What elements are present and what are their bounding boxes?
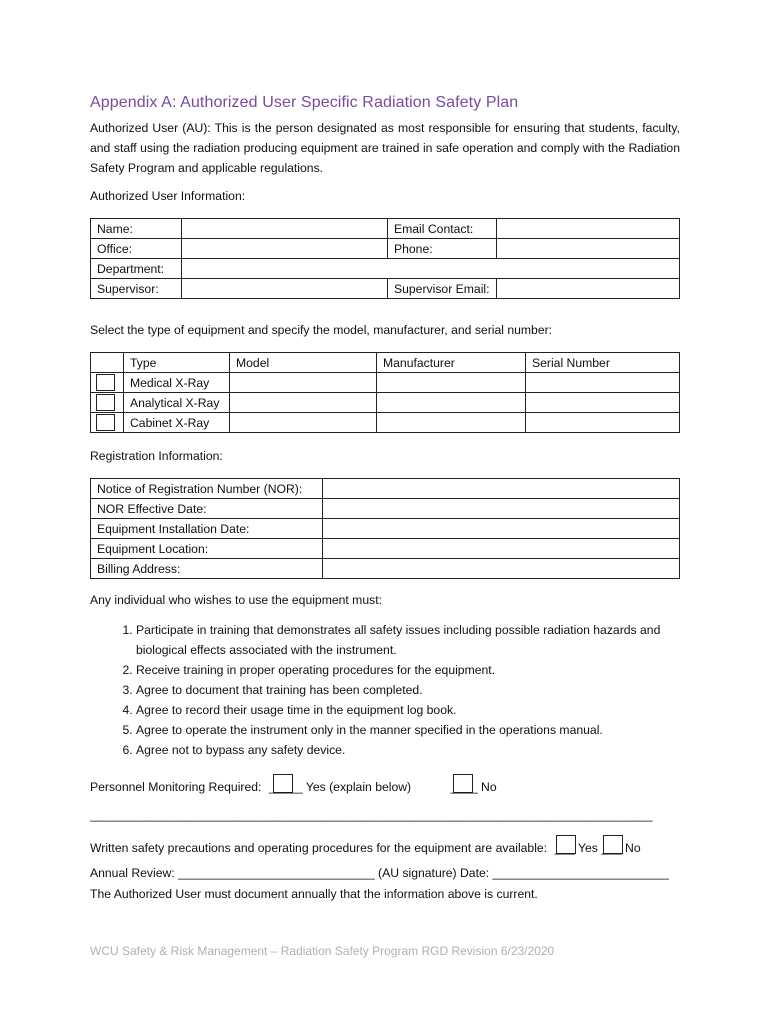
table-row (91, 539, 680, 559)
installation-date-label: Equipment Installation Date: (91, 519, 323, 539)
list-item: 2. Receive training in proper operating procedures for the equipment. (136, 660, 681, 680)
monitoring-no-blank: ____ (450, 780, 478, 794)
department-field[interactable] (182, 259, 680, 279)
table-row (91, 499, 680, 519)
explain-line[interactable]: ___________________________________________________________________________________ (90, 808, 653, 822)
table-row (91, 479, 680, 499)
name-label: Name: (91, 219, 182, 239)
au-signature-label: (AU signature) Date: (378, 866, 490, 880)
table-row (91, 413, 680, 433)
name-field[interactable] (182, 219, 388, 239)
precautions-no-blank: ___ (601, 841, 622, 855)
serial-field[interactable] (526, 413, 680, 433)
type-cell: Analytical X-Ray (124, 393, 230, 413)
equipment-heading: Select the type of equipment and specify the model, manufacturer, and serial number: (90, 323, 553, 337)
list-item: 4. Agree to record their usage time in the equipment log book. (136, 700, 681, 720)
manufacturer-field[interactable] (377, 413, 526, 433)
office-label: Office: (91, 239, 182, 259)
supervisor-email-field[interactable] (496, 279, 679, 299)
annual-review-label: Annual Review: (90, 866, 175, 880)
registration-table (90, 478, 680, 579)
precautions-yes-blank: ___ (554, 841, 575, 855)
table-row (91, 373, 680, 393)
nor-number-field[interactable] (323, 479, 680, 499)
list-item: 5. Agree to operate the instrument only in the manner specified in the operations manual. (136, 720, 681, 740)
list-item: 1. Participate in training that demonstrates all safety issues including possible radiation hazards and biological effects associated with the instrument. (136, 620, 681, 660)
installation-date-field[interactable] (323, 519, 680, 539)
medical-xray-checkbox[interactable] (96, 374, 115, 391)
location-label: Equipment Location: (91, 539, 323, 559)
precautions-yes-label: Yes (578, 841, 598, 855)
office-field[interactable] (182, 239, 388, 259)
precautions-row (90, 835, 641, 855)
list-item: 3. Agree to document that training has been completed. (136, 680, 681, 700)
billing-address-field[interactable] (323, 559, 680, 579)
cabinet-xray-checkbox[interactable] (96, 414, 115, 431)
requirements-heading: Any individual who wishes to use the equipment must: (90, 593, 382, 607)
supervisor-field[interactable] (182, 279, 388, 299)
location-field[interactable] (323, 539, 680, 559)
au-info-table (90, 218, 680, 299)
nor-date-label: NOR Effective Date: (91, 499, 323, 519)
list-item: 6. Agree not to bypass any safety device. (136, 740, 681, 760)
monitoring-yes-label: Yes (explain below) (305, 780, 412, 794)
date-line[interactable]: __________________________ (492, 866, 669, 880)
serial-field[interactable] (526, 393, 680, 413)
table-row (91, 393, 680, 413)
serial-field[interactable] (526, 373, 680, 393)
email-label: Email Contact: (388, 219, 497, 239)
model-field[interactable] (230, 393, 377, 413)
manufacturer-header: Manufacturer (377, 353, 526, 373)
precautions-no-label: No (625, 841, 641, 855)
nor-date-field[interactable] (323, 499, 680, 519)
model-field[interactable] (230, 413, 377, 433)
monitoring-no-label: No (481, 780, 497, 794)
page-footer: WCU Safety & Risk Management – Radiation Safety Program RGD Revision 6/23/2020 (90, 944, 555, 958)
monitoring-row (90, 774, 497, 794)
table-row (91, 519, 680, 539)
model-field[interactable] (230, 373, 377, 393)
table-row (91, 239, 680, 259)
table-row (91, 559, 680, 579)
type-cell: Cabinet X-Ray (124, 413, 230, 433)
equipment-table (90, 352, 680, 433)
au-signature-line[interactable]: _____________________________ (178, 866, 375, 880)
monitoring-yes-blank: _____ (268, 780, 303, 794)
serial-header: Serial Number (526, 353, 680, 373)
phone-label: Phone: (388, 239, 497, 259)
supervisor-label: Supervisor: (91, 279, 182, 299)
analytical-xray-checkbox[interactable] (96, 394, 115, 411)
manufacturer-field[interactable] (377, 393, 526, 413)
manufacturer-field[interactable] (377, 373, 526, 393)
intro-paragraph: Authorized User (AU): This is the person designated as most responsible for ensuring that students, faculty, and staff using the radiation producing equipment are trained in safe operation and comply with the Radiation Safety Program and applicable regulations. (90, 121, 680, 175)
checkbox-cell (91, 393, 124, 413)
monitoring-label: Personnel Monitoring Required: (90, 780, 262, 794)
email-field[interactable] (496, 219, 679, 239)
requirements-list (90, 620, 681, 760)
au-info-heading: Authorized User Information: (90, 189, 246, 203)
page-title: Appendix A: Authorized User Specific Radiation Safety Plan (90, 94, 519, 111)
type-cell: Medical X-Ray (124, 373, 230, 393)
table-row (91, 259, 680, 279)
checkbox-cell (91, 413, 124, 433)
billing-address-label: Billing Address: (91, 559, 323, 579)
table-row (91, 279, 680, 299)
registration-heading: Registration Information: (90, 449, 223, 463)
type-header: Type (124, 353, 230, 373)
table-row (91, 219, 680, 239)
checkbox-header-cell (91, 353, 124, 373)
model-header: Model (230, 353, 377, 373)
phone-field[interactable] (496, 239, 679, 259)
nor-number-label: Notice of Registration Number (NOR): (91, 479, 323, 499)
table-row (91, 353, 680, 373)
department-label: Department: (91, 259, 182, 279)
precautions-label: Written safety precautions and operating procedures for the equipment are available: (90, 841, 548, 855)
annual-note: The Authorized User must document annually that the information above is current. (90, 887, 538, 901)
annual-review-row (90, 866, 669, 880)
checkbox-cell (91, 373, 124, 393)
supervisor-email-label: Supervisor Email: (388, 279, 497, 299)
